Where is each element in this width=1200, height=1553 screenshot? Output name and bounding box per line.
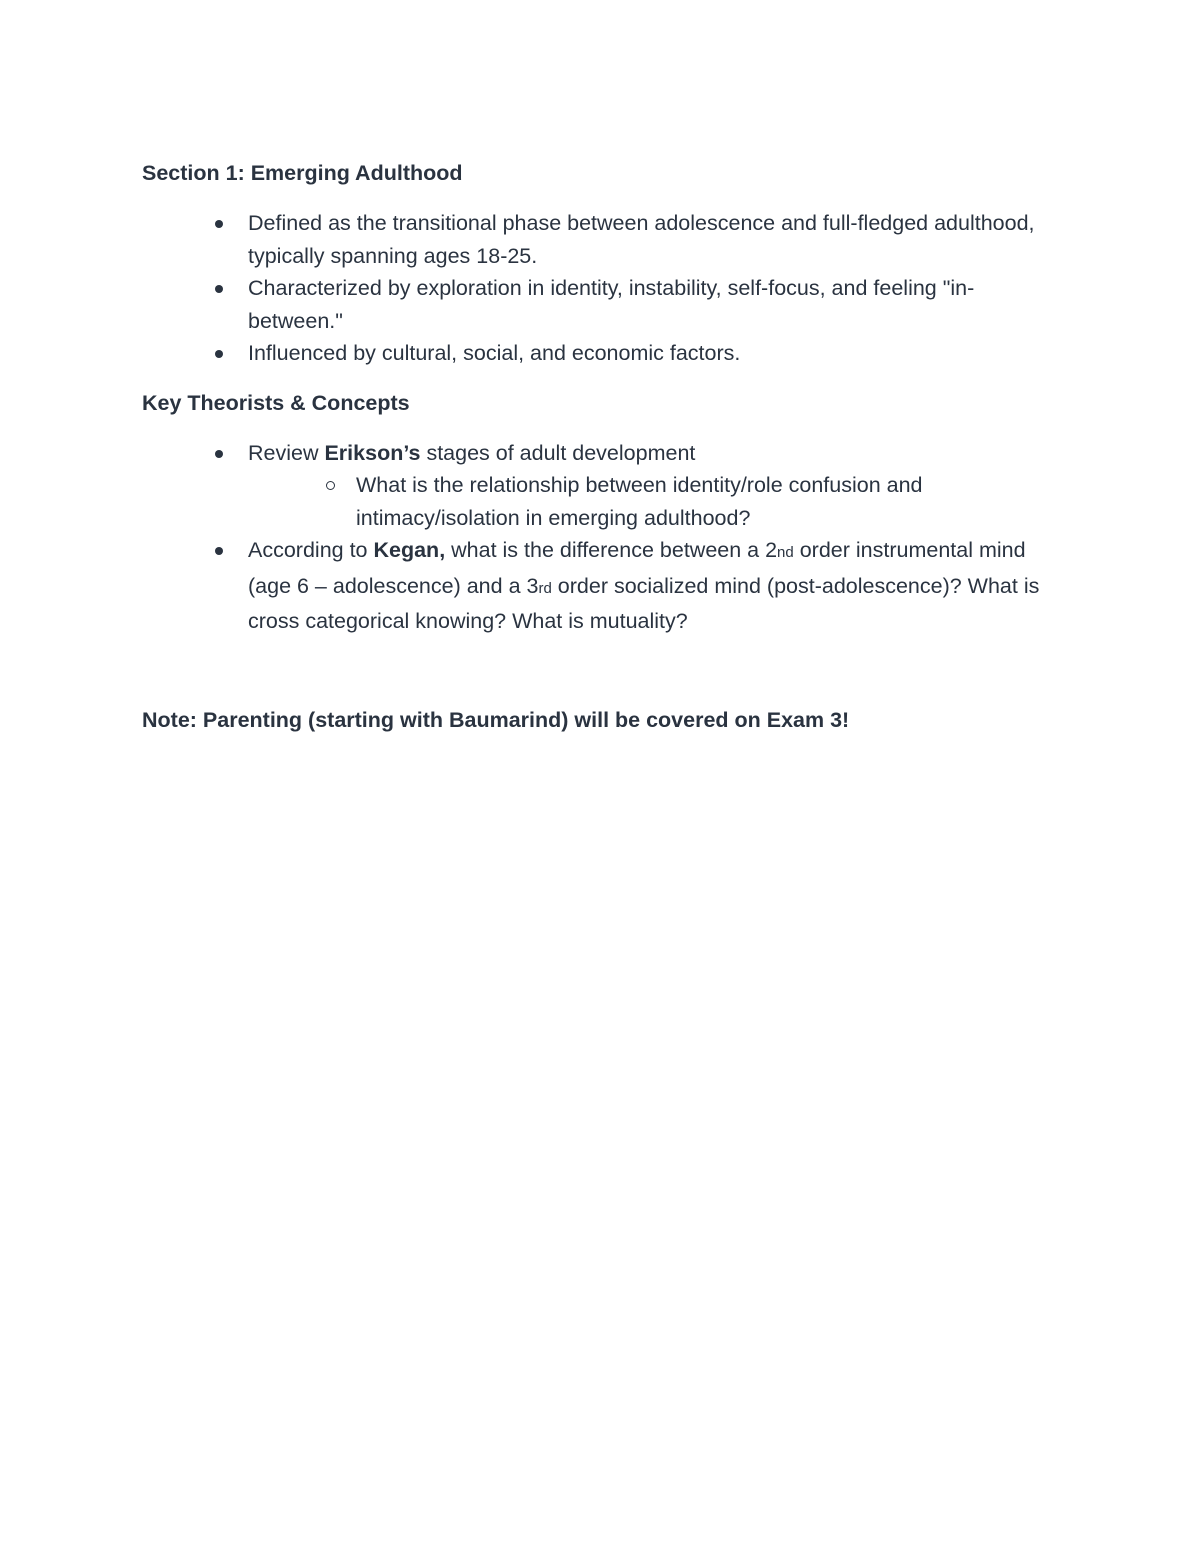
- bullet-dot-icon: [215, 285, 223, 293]
- bullet-text-bold: Erikson’s: [324, 440, 421, 465]
- list-item: [142, 534, 1062, 638]
- bullet-dot-icon: [215, 547, 223, 555]
- list-item: [142, 337, 1062, 370]
- bullet-text-part: what is the difference between a 2: [445, 538, 778, 562]
- document-content: [142, 157, 1062, 736]
- section-1-bullet-list: [142, 207, 1062, 370]
- hollow-bullet-icon: [326, 481, 335, 490]
- sub-bullet-text: What is the relationship between identity/role confusion and intimacy/isolation in emerging adulthood?: [356, 473, 923, 530]
- exam-note: Note: Parenting (starting with Baumarind) will be covered on Exam 3!: [142, 707, 850, 732]
- bullet-text: Influenced by cultural, social, and economic factors.: [248, 341, 741, 365]
- bullet-text-pre: Review: [248, 440, 325, 465]
- section-1-heading: Section 1: Emerging Adulthood: [142, 161, 463, 185]
- list-item: [142, 272, 1062, 337]
- key-theorists-bullet-list: [142, 437, 1062, 638]
- sub-list-item: [248, 469, 1062, 534]
- bullet-text: Characterized by exploration in identity, instability, self-focus, and feeling "in-between.": [248, 276, 975, 333]
- ordinal-suffix: nd: [777, 544, 794, 561]
- bullet-text-bold: Kegan,: [373, 538, 446, 562]
- bullet-text-post: stages of adult development: [420, 440, 696, 465]
- bullet-dot-icon: [215, 350, 223, 358]
- list-item: [142, 437, 1062, 535]
- bullet-text: Defined as the transitional phase between adolescence and full-fledged adulthood, typically spanning ages 18-25.: [248, 211, 1035, 268]
- ordinal-suffix: rd: [538, 579, 552, 597]
- key-theorists-heading: Key Theorists & Concepts: [142, 390, 410, 415]
- bullet-text-part: order instrumental mind (age 6 – adolescence) and a 3: [248, 538, 1026, 598]
- sub-bullet-list: [248, 469, 1062, 534]
- bullet-text-pre: According to: [248, 538, 374, 562]
- bullet-text-part: order socialized mind (post-adolescence)? What is cross categorical knowing? What is mutuality?: [248, 573, 1040, 633]
- bullet-dot-icon: [215, 220, 223, 228]
- list-item: [142, 207, 1062, 272]
- bullet-dot-icon: [215, 450, 223, 458]
